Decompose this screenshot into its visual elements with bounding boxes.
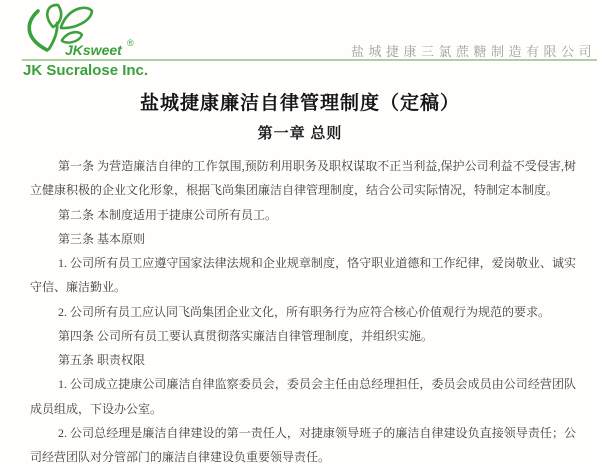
body-paragraph: 第一条 为营造廉洁自律的工作氛围,预防利用职务及职权谋取不正当利益,保护公司利益不受侵害,树立健康积极的企业文化形象，根据飞尚集团廉洁自律管理制度，结合公司实际情况，特制定本制度。 — [30, 159, 576, 198]
page-title: 盐城捷康廉洁自律管理制度（定稿） — [139, 93, 460, 114]
body-paragraph: 1. 公司成立捷康公司廉洁自律监察委员会，委员会主任由总经理担任，委员会成员由公司经营团队成员组成，下设办公室。 — [30, 377, 576, 416]
company-name-chinese: 盐城捷康三氯蔗糖制造有限公司 — [350, 44, 596, 59]
body-paragraph: 第二条 本制度适用于捷康公司所有员工。 — [58, 207, 278, 222]
body-paragraph: 2. 公司所有员工应认同飞尚集团企业文化，所有职务行为应符合核心价值观行为规范的要求。 — [58, 304, 551, 319]
document-body — [30, 154, 576, 464]
company-name-english: JK Sucralose Inc. — [23, 62, 149, 79]
body-paragraph: 1. 公司所有员工应遵守国家法律法规和企业规章制度，恪守职业道德和工作纪律，爱岗敬业、诚实守信、廉洁勤业。 — [30, 256, 576, 295]
brand-script-text: JKsweet — [65, 42, 122, 58]
body-paragraph: 2. 公司总经理是廉洁自律建设的第一责任人，对捷康领导班子的廉洁自律建设负直接领导责任；公司经营团队对分管部门的廉洁自律建设负重要领导责任。 — [30, 425, 576, 464]
chapter-heading: 第一章 总则 — [257, 126, 343, 142]
body-paragraph: 第五条 职责权限 — [58, 353, 146, 367]
body-paragraph: 第三条 基本原则 — [58, 231, 146, 246]
body-paragraph: 第四条 公司所有员工要认真贯彻落实廉洁自律管理制度，并组织实施。 — [58, 328, 434, 343]
registered-trademark-icon: ® — [127, 38, 134, 48]
